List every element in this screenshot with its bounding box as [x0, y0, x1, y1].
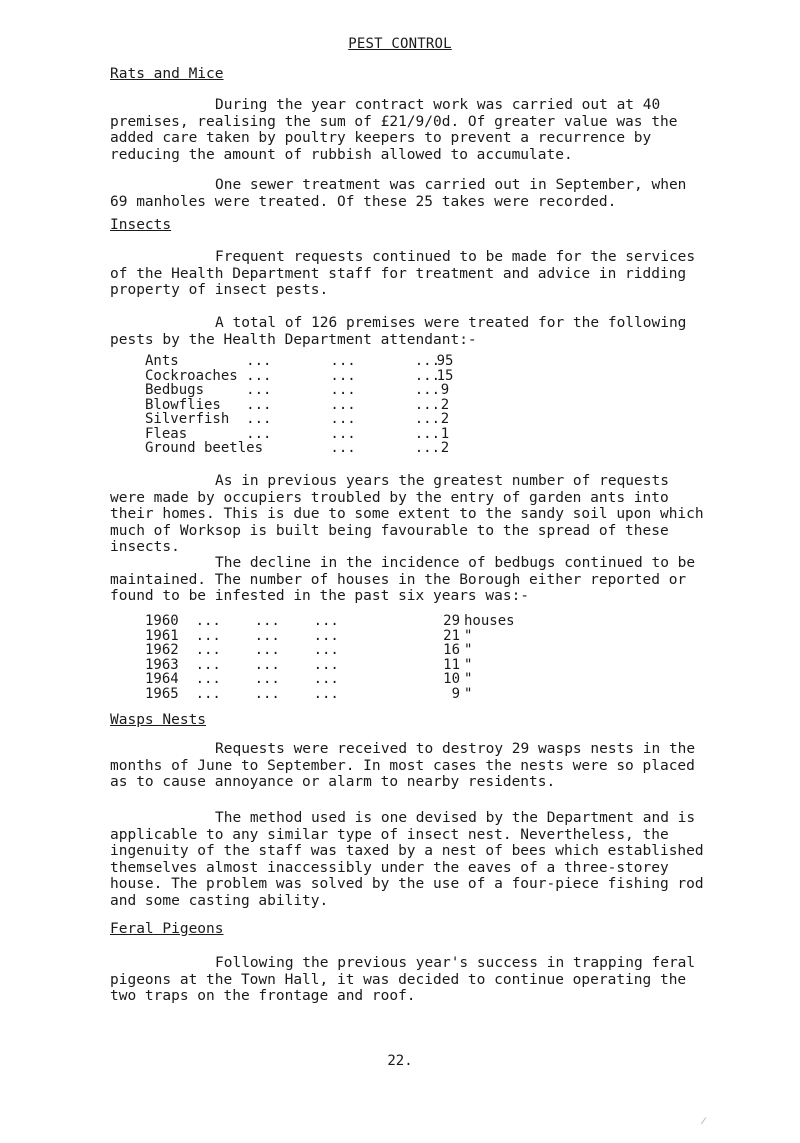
pest-row — [145, 427, 460, 442]
page-title: PEST CONTROL — [348, 36, 452, 52]
pest-count: 2 — [440, 411, 450, 427]
year-count: 16 — [443, 642, 460, 658]
year-row — [145, 672, 515, 687]
paragraph-rats-contract: During the year contract work was carried out at 40 premises, realising the sum of £21/9/0d. Of greater value was the added care taken by poultry keepers to prevent a recurrence by reducing the amount of rubbish allowed to accumulate. — [110, 97, 678, 163]
pest-name: Ants ... ... ... — [145, 353, 441, 369]
year-unit: " — [464, 656, 473, 673]
pest-name: Ground beetles ... ... — [145, 440, 441, 456]
year-unit: " — [464, 671, 473, 687]
pest-row — [145, 398, 460, 413]
pest-row — [145, 354, 460, 369]
paragraph-wasps-requests: Requests were received to destroy 29 wasps nests in the months of June to September. In most cases the nests were so placed as to cause annoyance or alarm to nearby residents. — [110, 741, 696, 790]
paragraph-wasps-method: The method used is one devised by the Department and is applicable to any similar type of insect nest. Nevertheless, the ingenuity of the staff was taxed by a nest of bees which established themselves almost inaccessibly under the eaves of a three-storey house. The problem was solved by the use of a four-piece fishing rod and some casting ability. — [110, 810, 704, 909]
year-count: 11 — [443, 656, 460, 673]
year-unit: " — [464, 685, 473, 702]
year-unit: " — [464, 642, 473, 658]
year-unit: " — [464, 627, 473, 644]
pest-count: 2 — [440, 396, 450, 413]
year-label: 1960 ... ... ... — [145, 613, 339, 629]
pest-count: 2 — [440, 440, 450, 456]
pest-name: Cockroaches ... ... ... — [145, 367, 441, 384]
pest-name: Bedbugs ... ... ... — [145, 382, 441, 398]
year-label: 1961 ... ... ... — [145, 627, 339, 644]
year-label: 1962 ... ... ... — [145, 642, 339, 658]
bedbug-years-list — [145, 614, 515, 701]
paragraph-rats-sewer: One sewer treatment was carried out in September, when 69 manholes were treated. Of these 25 takes were recorded. — [110, 177, 687, 210]
paragraph-insects-total: A total of 126 premises were treated for the following pests by the Health Department attendant:- — [110, 315, 687, 348]
heading-wasps-nests: Wasps Nests — [110, 712, 207, 728]
year-count: 21 — [443, 627, 460, 644]
year-label: 1963 ... ... ... — [145, 656, 339, 673]
year-label: 1965 ... ... ... — [145, 685, 339, 702]
pest-count: 1 — [440, 425, 450, 442]
heading-feral-pigeons: Feral Pigeons — [110, 921, 224, 937]
pest-count: 95 — [436, 353, 454, 369]
pest-row — [145, 412, 460, 427]
paragraph-insects-requests: Frequent requests continued to be made for the services of the Health Department staff for treatment and advice in ridding property of insect pests. — [110, 249, 696, 298]
year-row — [145, 629, 515, 644]
year-row — [145, 658, 515, 673]
paragraph-pigeons: Following the previous year's success in trapping feral pigeons at the Town Hall, it was decided to continue operating the two traps on the frontage and roof. — [110, 955, 696, 1004]
year-label: 1964 ... ... ... — [145, 671, 339, 687]
year-count: 10 — [443, 671, 460, 687]
paragraph-insects-bedbugs: The decline in the incidence of bedbugs continued to be maintained. The number of houses in the Borough either reported or found to be infested in the past six years was:- — [110, 555, 696, 604]
year-row — [145, 614, 515, 629]
year-count: 9 — [451, 685, 460, 702]
pest-count: 9 — [440, 382, 450, 398]
pest-row — [145, 441, 460, 456]
pest-list — [145, 354, 460, 456]
stray-pen-mark — [701, 1117, 707, 1125]
pest-row — [145, 369, 460, 384]
year-row — [145, 687, 515, 702]
heading-insects: Insects — [110, 217, 172, 233]
year-row — [145, 643, 515, 658]
pest-count: 15 — [436, 367, 454, 384]
pest-name: Silverfish ... ... ... — [145, 411, 441, 427]
year-unit: houses — [464, 613, 515, 629]
heading-rats-and-mice: Rats and Mice — [110, 66, 224, 82]
year-count: 29 — [443, 613, 460, 629]
page-number: 22. — [387, 1053, 413, 1069]
paragraph-insects-ants: As in previous years the greatest number of requests were made by occupiers troubled by the entry of garden ants into their homes. This is due to some extent to the sandy soil upon which much of Worksop is built being favourable to the spread of these insects. — [110, 473, 704, 555]
pest-row — [145, 383, 460, 398]
pest-name: Blowflies ... ... ... — [145, 396, 441, 413]
pest-name: Fleas ... ... ... — [145, 425, 441, 442]
